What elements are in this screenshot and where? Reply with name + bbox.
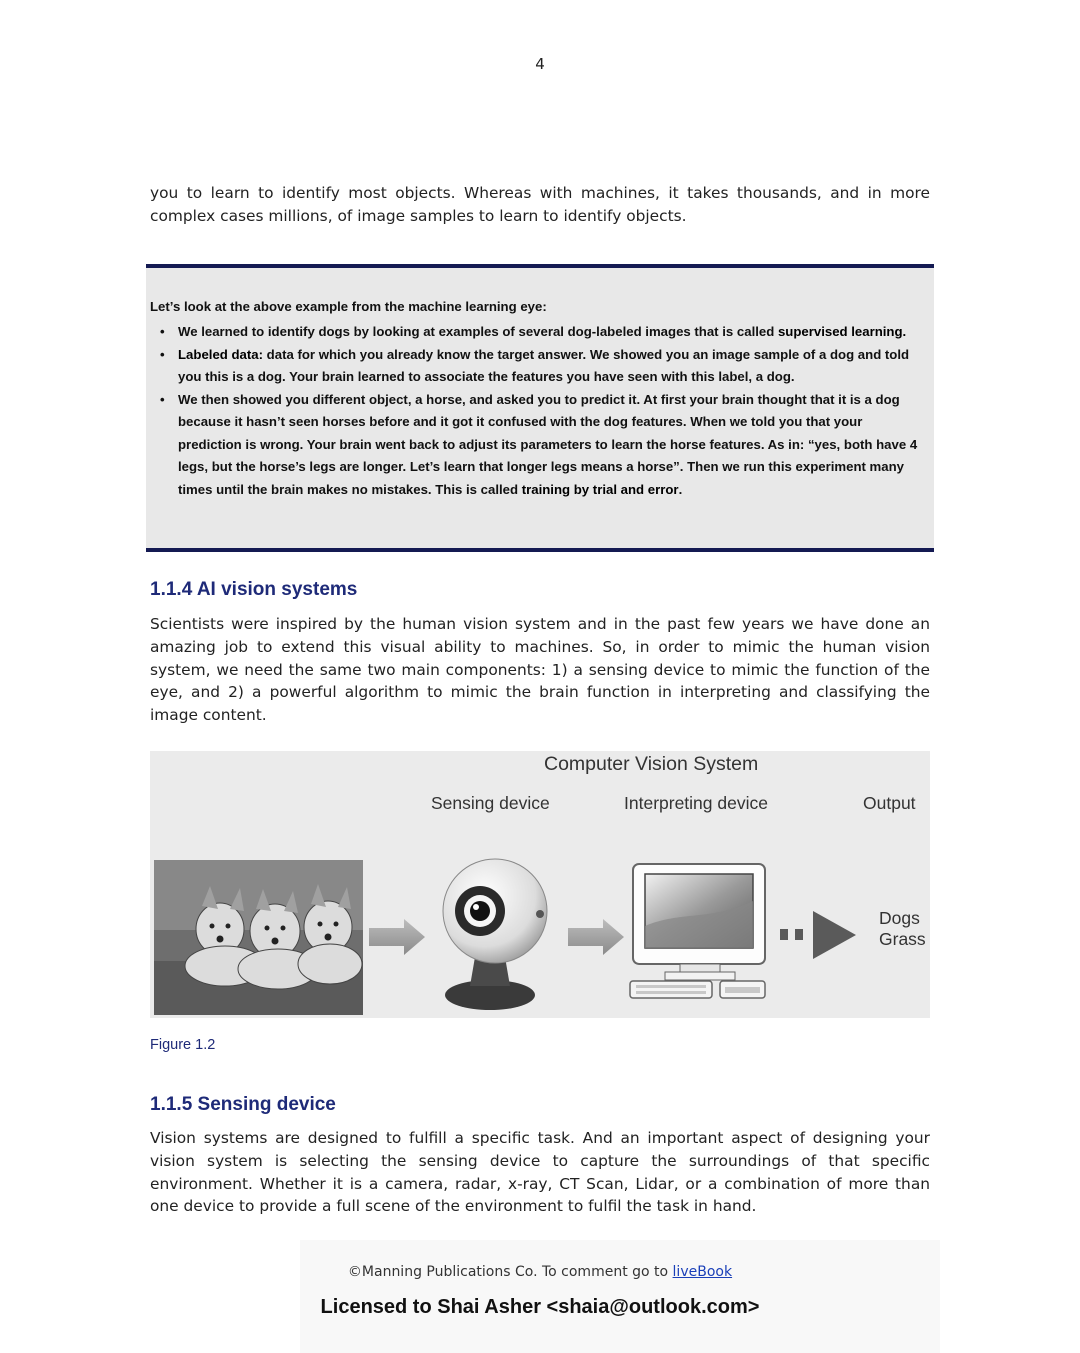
output-item: Grass	[879, 929, 926, 949]
callout-box	[146, 264, 934, 552]
list-item	[150, 321, 925, 344]
interpreting-device-label: Interpreting device	[624, 793, 768, 813]
list-item	[150, 344, 925, 389]
item-text: We learned to identify dogs by looking at examples of several dog-labeled images that is called	[178, 324, 778, 339]
output-item: Dogs	[879, 908, 920, 928]
item-text: We then showed you different object, a horse, and asked you to predict it. At first your brain thought that it is a dog because it hasn’t seen horses before and it got it confused with the dog features. When we told you that your prediction is wrong. Your brain went back to adjust its parameters to learn the horse features. As in: “yes, both have 4 legs, but the horse’s legs are longer. Let’s learn that longer legs means a horse”. Then we run this experiment many times until the brain makes no mistakes. This is called	[178, 391, 918, 497]
bullet-icon: •	[160, 324, 165, 339]
item-text: data for which you already know the target answer. We showed you an image sample of a dog and told you this is a dog. Your brain learned to associate the features you have seen with this label, a dog.	[178, 346, 910, 384]
item-bold: training by trial and error	[521, 481, 679, 497]
webcam-icon	[443, 859, 547, 1010]
figure-caption: Figure 1.2	[150, 1037, 216, 1053]
list-item	[150, 389, 925, 502]
intro-paragraph: you to learn to identify most objects. Whereas with machines, it takes thousands, and in more complex cases millions, of image samples to learn to identify objects.	[150, 184, 930, 225]
computer-icon	[630, 864, 765, 998]
ai-vision-paragraph: Scientists were inspired by the human vision system and in the past few years we have done an amazing job to extend this visual ability to machines. So, in order to mimic the human vision system, we need the same two main components: 1) a sensing device to mimic the function of the eye, and 2) a powerful algorithm to mimic the brain function in interpreting and classifying the image content.	[150, 615, 930, 725]
copyright-line	[0, 1264, 1080, 1280]
item-bold: supervised learning.	[777, 324, 907, 339]
arrow-icon	[369, 919, 425, 955]
item-bold: Labeled data:	[178, 346, 264, 362]
bullet-icon: •	[160, 346, 165, 362]
sensing-device-paragraph: Vision systems are designed to fulfill a specific task. And an important aspect of designing your vision system is selecting the sensing device to capture the surroundings of that specific environment. Whether it is a camera, radar, x-ray, CT Scan, Lidar, or a combination of more than one device to provide a full scene of the environment to fulfil the task in hand.	[150, 1129, 930, 1216]
dogs-photo	[154, 860, 363, 1015]
output-label: Output	[863, 793, 916, 813]
figure-art	[150, 751, 930, 1018]
output-arrow-icon	[780, 911, 856, 959]
livebook-link[interactable]: liveBook	[672, 1264, 733, 1280]
computer-vision-figure	[150, 751, 930, 1018]
section-heading-ai-vision: 1.1.4 AI vision systems	[150, 579, 358, 600]
item-end: .	[678, 481, 683, 497]
callout-lead: Let’s look at the above example from the machine learning eye:	[150, 299, 547, 314]
arrow-icon	[568, 919, 624, 955]
license-notice: Licensed to Shai Asher <shaia@outlook.com>	[320, 1296, 760, 1318]
figure-title: Computer Vision System	[544, 753, 759, 775]
callout-list	[150, 321, 925, 501]
page-number: 4	[535, 55, 545, 73]
copyright-text: ©Manning Publications Co. To comment go to	[347, 1264, 673, 1280]
sensing-device-label: Sensing device	[431, 793, 550, 813]
bullet-icon: •	[160, 391, 165, 407]
section-heading-sensing-device: 1.1.5 Sensing device	[150, 1094, 336, 1115]
